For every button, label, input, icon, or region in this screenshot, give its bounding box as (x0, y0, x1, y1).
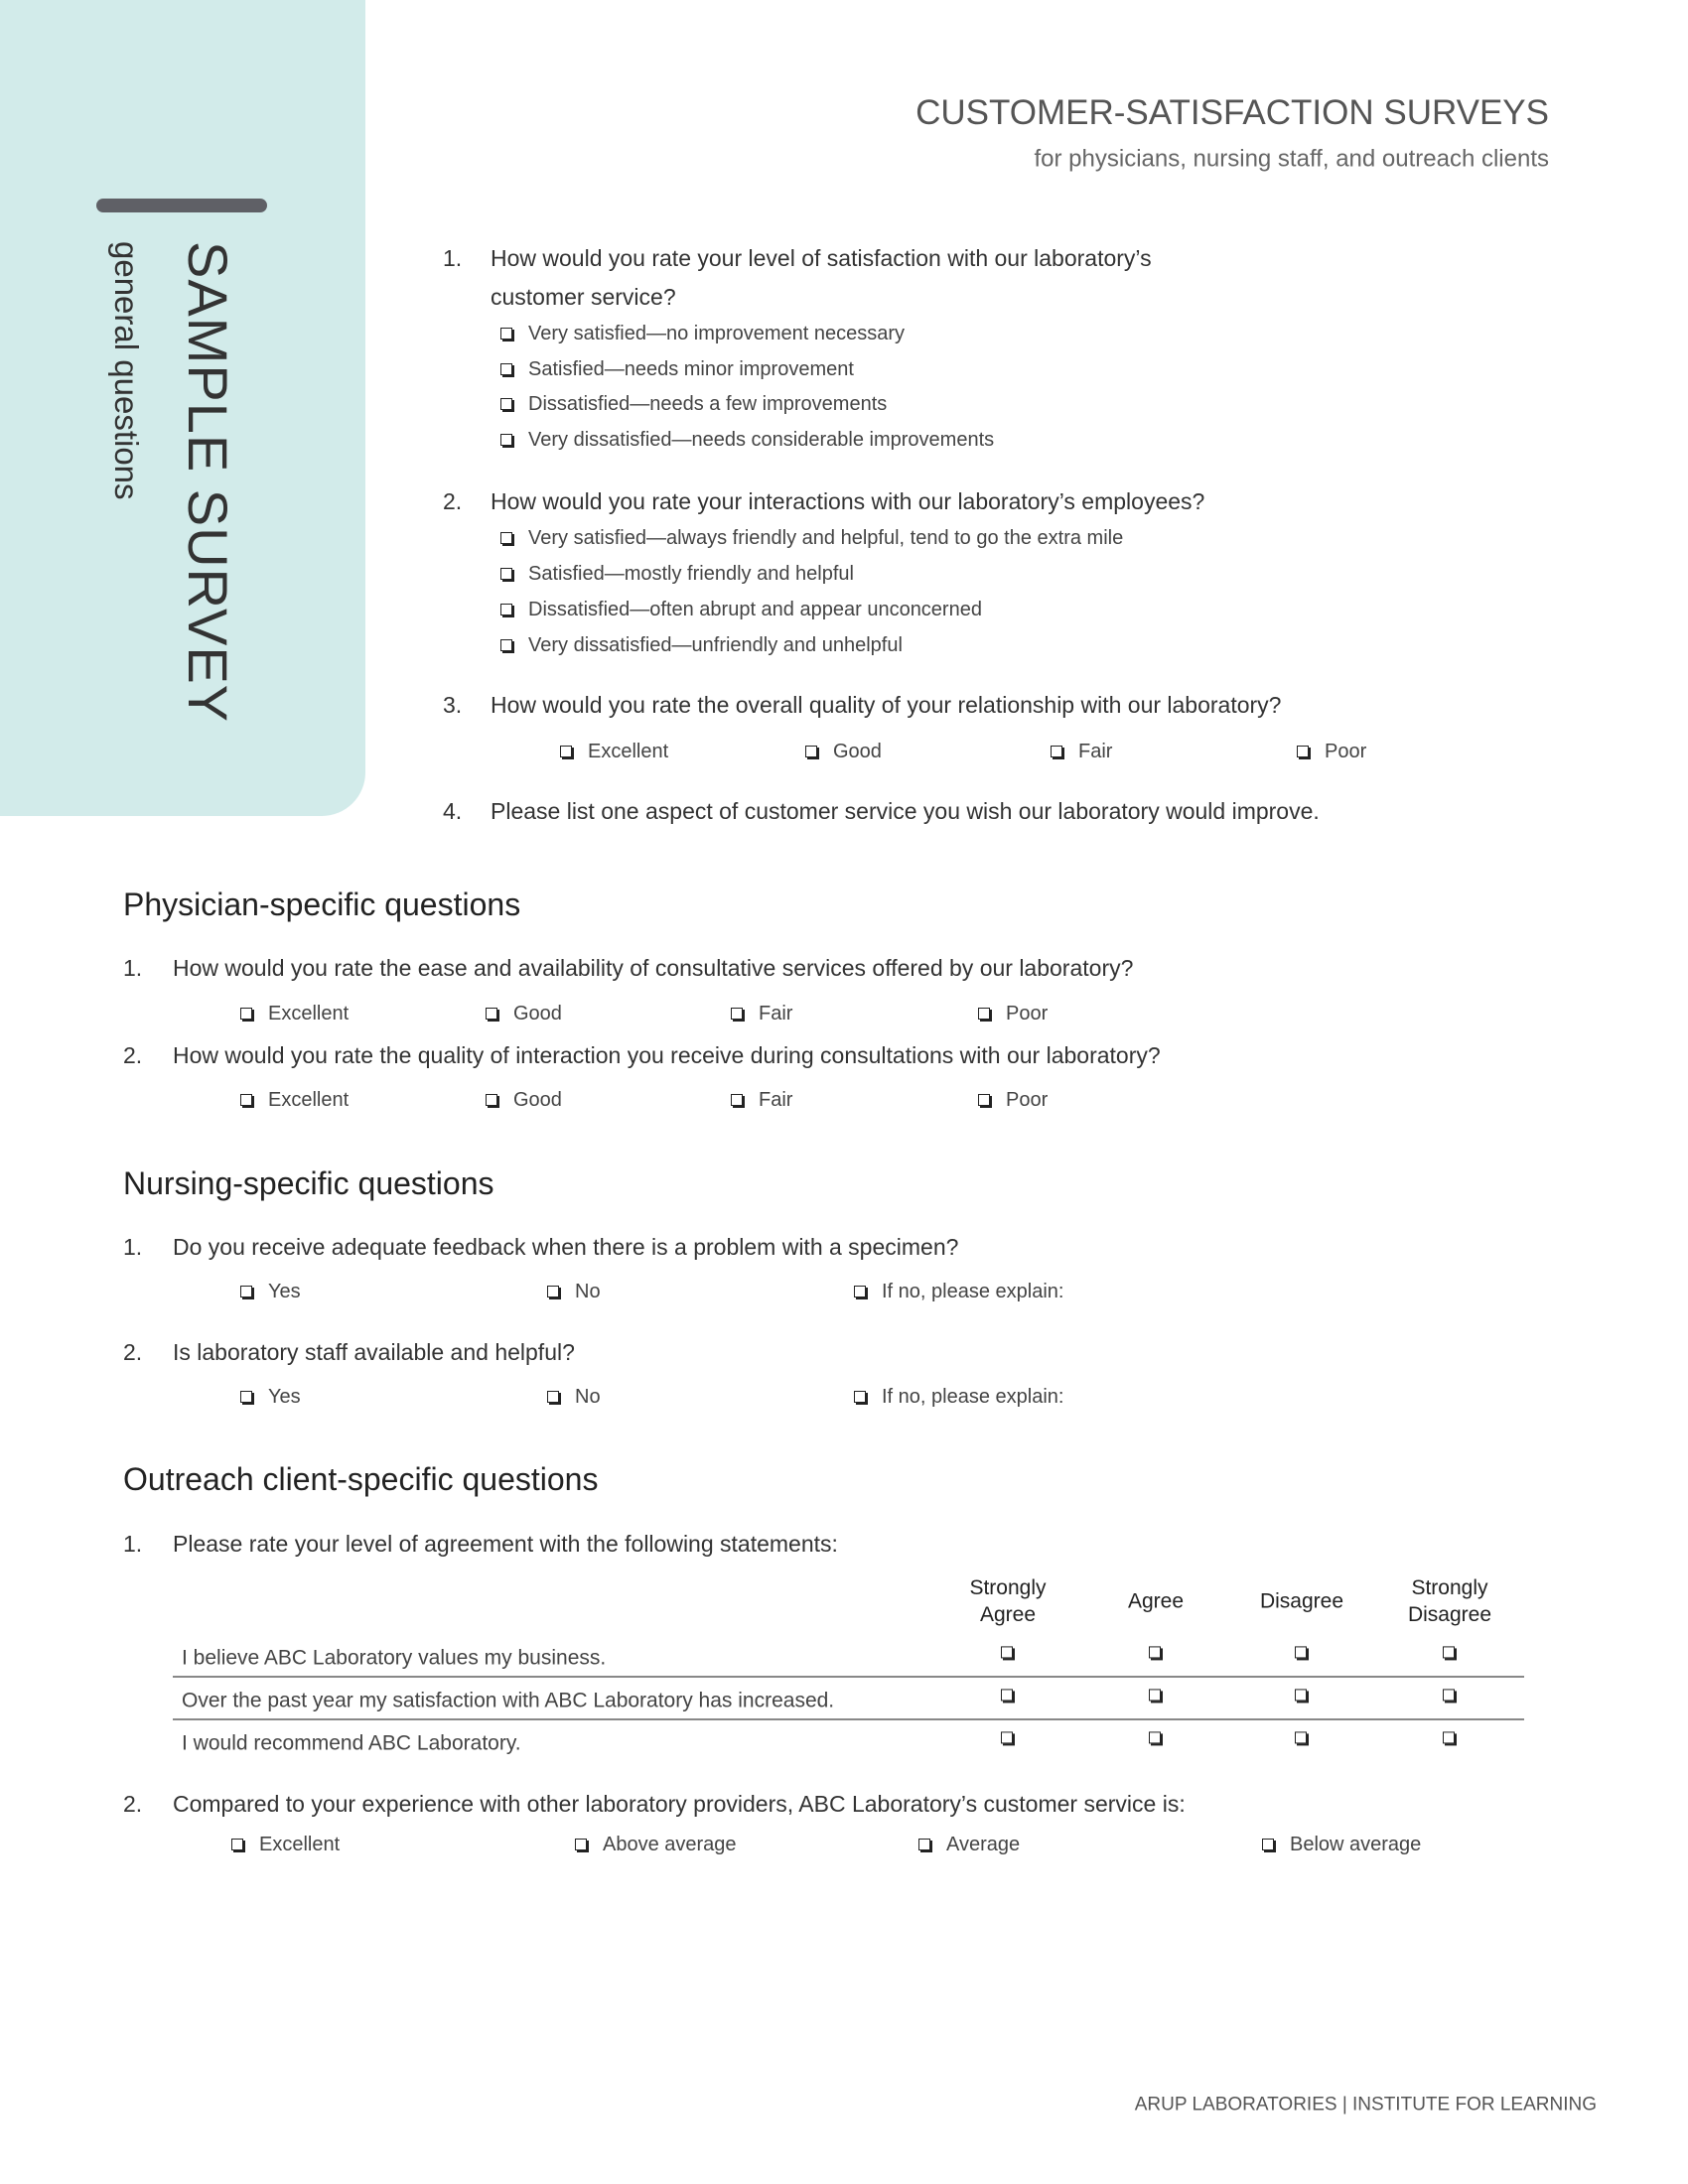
checkbox-box[interactable] (1295, 1731, 1307, 1743)
question-number: 1. (123, 1234, 143, 1261)
sidebar-title: SAMPLE SURVEY (177, 241, 239, 724)
question-number: 1. (443, 245, 463, 272)
checkbox-option[interactable] (500, 392, 887, 416)
column-header-line: Strongly (969, 1576, 1047, 1599)
page-title: CUSTOMER-SATISFACTION SURVEYS (915, 93, 1549, 132)
column-header-line: Disagree (1407, 1603, 1492, 1626)
table-row-statement: I would recommend ABC Laboratory. (182, 1731, 521, 1755)
checkbox-box[interactable] (1149, 1646, 1161, 1658)
option-label: Fair (759, 1003, 793, 1024)
checkbox-option[interactable] (500, 322, 905, 345)
checkbox-icon[interactable] (1051, 746, 1062, 757)
checkbox-icon[interactable] (575, 1839, 587, 1850)
checkbox-icon[interactable] (500, 434, 512, 446)
question-text: Please list one aspect of customer service you wish our laboratory would improve. (491, 798, 1320, 825)
question-number: 2. (123, 1791, 143, 1818)
checkbox-icon[interactable] (500, 568, 512, 580)
section-heading-outreach: Outreach client-specific questions (123, 1460, 599, 1497)
footer: ARUP LABORATORIES | INSTITUTE FOR LEARNING (1134, 2094, 1597, 2116)
option-label: No (575, 1281, 601, 1302)
checkbox-option[interactable] (1262, 1833, 1421, 1856)
option-label: Very dissatisfied—unfriendly and unhelpful (528, 634, 903, 656)
checkbox-icon[interactable] (500, 604, 512, 615)
checkbox-option[interactable] (560, 740, 668, 763)
question-number: 2. (443, 488, 463, 515)
question-number: 2. (123, 1339, 143, 1366)
checkbox-icon[interactable] (240, 1008, 252, 1020)
page-subtitle: for physicians, nursing staff, and outreach clients (1034, 145, 1549, 173)
checkbox-option[interactable] (1051, 740, 1112, 763)
option-label: Good (833, 741, 882, 762)
checkbox-option[interactable] (486, 1002, 562, 1025)
checkbox-option[interactable] (854, 1280, 1063, 1303)
checkbox-icon[interactable] (486, 1008, 497, 1020)
checkbox-icon[interactable] (1001, 1644, 1013, 1663)
checkbox-option[interactable] (731, 1088, 792, 1112)
table-row-divider (173, 1718, 1524, 1720)
sidebar-accent-bar (96, 199, 267, 212)
option-label: Satisfied—mostly friendly and helpful (528, 563, 854, 585)
table-column-header (1380, 1574, 1519, 1628)
checkbox-box[interactable] (1295, 1689, 1307, 1701)
checkbox-option[interactable] (240, 1088, 349, 1112)
checkbox-icon[interactable] (1295, 1729, 1307, 1748)
option-label: Very dissatisfied—needs considerable improvements (528, 429, 995, 451)
checkbox-option[interactable] (500, 428, 994, 452)
checkbox-box[interactable] (1001, 1731, 1013, 1743)
checkbox-icon[interactable] (1443, 1729, 1455, 1748)
checkbox-icon[interactable] (1295, 1687, 1307, 1706)
question-number: 4. (443, 798, 463, 825)
option-label: Fair (759, 1089, 793, 1111)
option-label: Below average (1290, 1834, 1422, 1855)
option-label: If no, please explain: (882, 1386, 1064, 1408)
checkbox-box[interactable] (1443, 1731, 1455, 1743)
section-heading-nursing: Nursing-specific questions (123, 1164, 494, 1201)
checkbox-icon[interactable] (854, 1286, 866, 1297)
checkbox-icon[interactable] (854, 1391, 866, 1403)
checkbox-option[interactable] (575, 1833, 737, 1856)
table-row-statement: Over the past year my satisfaction with ABC Laboratory has increased. (182, 1689, 835, 1712)
checkbox-icon[interactable] (1149, 1687, 1161, 1706)
section-heading-physician: Physician-specific questions (123, 886, 521, 922)
checkbox-option[interactable] (240, 1385, 301, 1409)
checkbox-icon[interactable] (560, 746, 572, 757)
option-label: Dissatisfied—often abrupt and appear unconcerned (528, 599, 982, 620)
question-text: Please rate your level of agreement with the following statements: (173, 1531, 838, 1558)
checkbox-icon[interactable] (500, 532, 512, 544)
checkbox-box[interactable] (1149, 1689, 1161, 1701)
checkbox-icon[interactable] (500, 639, 512, 651)
checkbox-icon[interactable] (805, 746, 817, 757)
question-number: 1. (123, 955, 143, 982)
option-label: Poor (1006, 1003, 1049, 1024)
checkbox-icon[interactable] (486, 1094, 497, 1106)
question-text: How would you rate the ease and availability of consultative services offered by our laboratory? (173, 955, 1134, 982)
question-text: Is laboratory staff available and helpful? (173, 1339, 575, 1366)
option-label: Above average (603, 1834, 737, 1855)
checkbox-option[interactable] (486, 1088, 562, 1112)
option-label: Very satisfied—always friendly and helpful, tend to go the extra mile (528, 527, 1124, 549)
checkbox-box[interactable] (1149, 1731, 1161, 1743)
checkbox-icon[interactable] (500, 363, 512, 375)
checkbox-box[interactable] (1443, 1689, 1455, 1701)
checkbox-box[interactable] (1001, 1689, 1013, 1701)
checkbox-option[interactable] (978, 1088, 1048, 1112)
option-label: Poor (1325, 741, 1367, 762)
checkbox-icon[interactable] (500, 328, 512, 340)
checkbox-icon[interactable] (1149, 1644, 1161, 1663)
option-label: Excellent (268, 1089, 350, 1111)
question-text: Compared to your experience with other laboratory providers, ABC Laboratory’s customer service is: (173, 1791, 1186, 1818)
checkbox-icon[interactable] (240, 1094, 252, 1106)
table-column-header (1232, 1588, 1371, 1615)
question-text: How would you rate your level of satisfaction with our laboratory’s (491, 245, 1152, 272)
checkbox-icon[interactable] (1443, 1687, 1455, 1706)
checkbox-icon[interactable] (547, 1286, 559, 1297)
option-label: Dissatisfied—needs a few improvements (528, 393, 888, 415)
question-text: How would you rate your interactions with our laboratory’s employees? (491, 488, 1205, 515)
option-label: Excellent (259, 1834, 341, 1855)
question-text: customer service? (491, 284, 676, 311)
option-label: No (575, 1386, 601, 1408)
checkbox-icon[interactable] (1297, 746, 1309, 757)
table-column-header (938, 1574, 1077, 1628)
option-label: Good (513, 1089, 562, 1111)
column-header-line: Agree (1127, 1589, 1185, 1613)
question-text: How would you rate the overall quality of your relationship with our laboratory? (491, 692, 1282, 719)
checkbox-icon[interactable] (500, 398, 512, 410)
checkbox-option[interactable] (547, 1385, 601, 1409)
column-header-line: Disagree (1259, 1589, 1344, 1613)
checkbox-option[interactable] (731, 1002, 792, 1025)
option-label: Excellent (268, 1003, 350, 1024)
option-label: Yes (268, 1386, 301, 1408)
checkbox-option[interactable] (500, 633, 903, 657)
checkbox-box[interactable] (1001, 1646, 1013, 1658)
checkbox-icon[interactable] (918, 1839, 930, 1850)
option-label: If no, please explain: (882, 1281, 1064, 1302)
checkbox-icon[interactable] (1443, 1644, 1455, 1663)
checkbox-icon[interactable] (1001, 1729, 1013, 1748)
checkbox-option[interactable] (500, 598, 982, 621)
checkbox-icon[interactable] (978, 1008, 990, 1020)
option-label: Satisfied—needs minor improvement (528, 358, 854, 380)
checkbox-icon[interactable] (240, 1286, 252, 1297)
checkbox-icon[interactable] (731, 1008, 743, 1020)
option-label: Fair (1078, 741, 1113, 762)
checkbox-icon[interactable] (978, 1094, 990, 1106)
checkbox-icon[interactable] (731, 1094, 743, 1106)
table-row-statement: I believe ABC Laboratory values my business. (182, 1646, 607, 1670)
sidebar-subtitle: general questions (108, 241, 145, 500)
checkbox-option[interactable] (1297, 740, 1366, 763)
checkbox-box[interactable] (1295, 1646, 1307, 1658)
option-label: Good (513, 1003, 562, 1024)
column-header-line: Agree (979, 1603, 1037, 1626)
checkbox-option[interactable] (978, 1002, 1048, 1025)
checkbox-icon[interactable] (1262, 1839, 1274, 1850)
checkbox-icon[interactable] (1295, 1644, 1307, 1663)
checkbox-icon[interactable] (1149, 1729, 1161, 1748)
checkbox-option[interactable] (240, 1002, 349, 1025)
checkbox-icon[interactable] (1001, 1687, 1013, 1706)
option-label: Excellent (588, 741, 669, 762)
question-number: 1. (123, 1531, 143, 1558)
checkbox-option[interactable] (918, 1833, 1020, 1856)
checkbox-icon[interactable] (547, 1391, 559, 1403)
checkbox-option[interactable] (500, 357, 854, 381)
checkbox-option[interactable] (240, 1280, 301, 1303)
option-label: Poor (1006, 1089, 1049, 1111)
option-label: Average (946, 1834, 1021, 1855)
checkbox-option[interactable] (500, 562, 854, 586)
checkbox-option[interactable] (547, 1280, 601, 1303)
checkbox-option[interactable] (231, 1833, 340, 1856)
question-text: Do you receive adequate feedback when there is a problem with a specimen? (173, 1234, 959, 1261)
question-number: 2. (123, 1042, 143, 1069)
option-label: Very satisfied—no improvement necessary (528, 323, 906, 344)
checkbox-icon[interactable] (240, 1391, 252, 1403)
checkbox-box[interactable] (1443, 1646, 1455, 1658)
table-row-divider (173, 1676, 1524, 1678)
checkbox-option[interactable] (500, 526, 1123, 550)
column-header-line: Strongly (1411, 1576, 1488, 1599)
checkbox-option[interactable] (854, 1385, 1063, 1409)
option-label: Yes (268, 1281, 301, 1302)
table-column-header (1086, 1588, 1225, 1615)
checkbox-option[interactable] (805, 740, 882, 763)
question-number: 3. (443, 692, 463, 719)
checkbox-icon[interactable] (231, 1839, 243, 1850)
question-text: How would you rate the quality of interaction you receive during consultations with our laboratory? (173, 1042, 1161, 1069)
